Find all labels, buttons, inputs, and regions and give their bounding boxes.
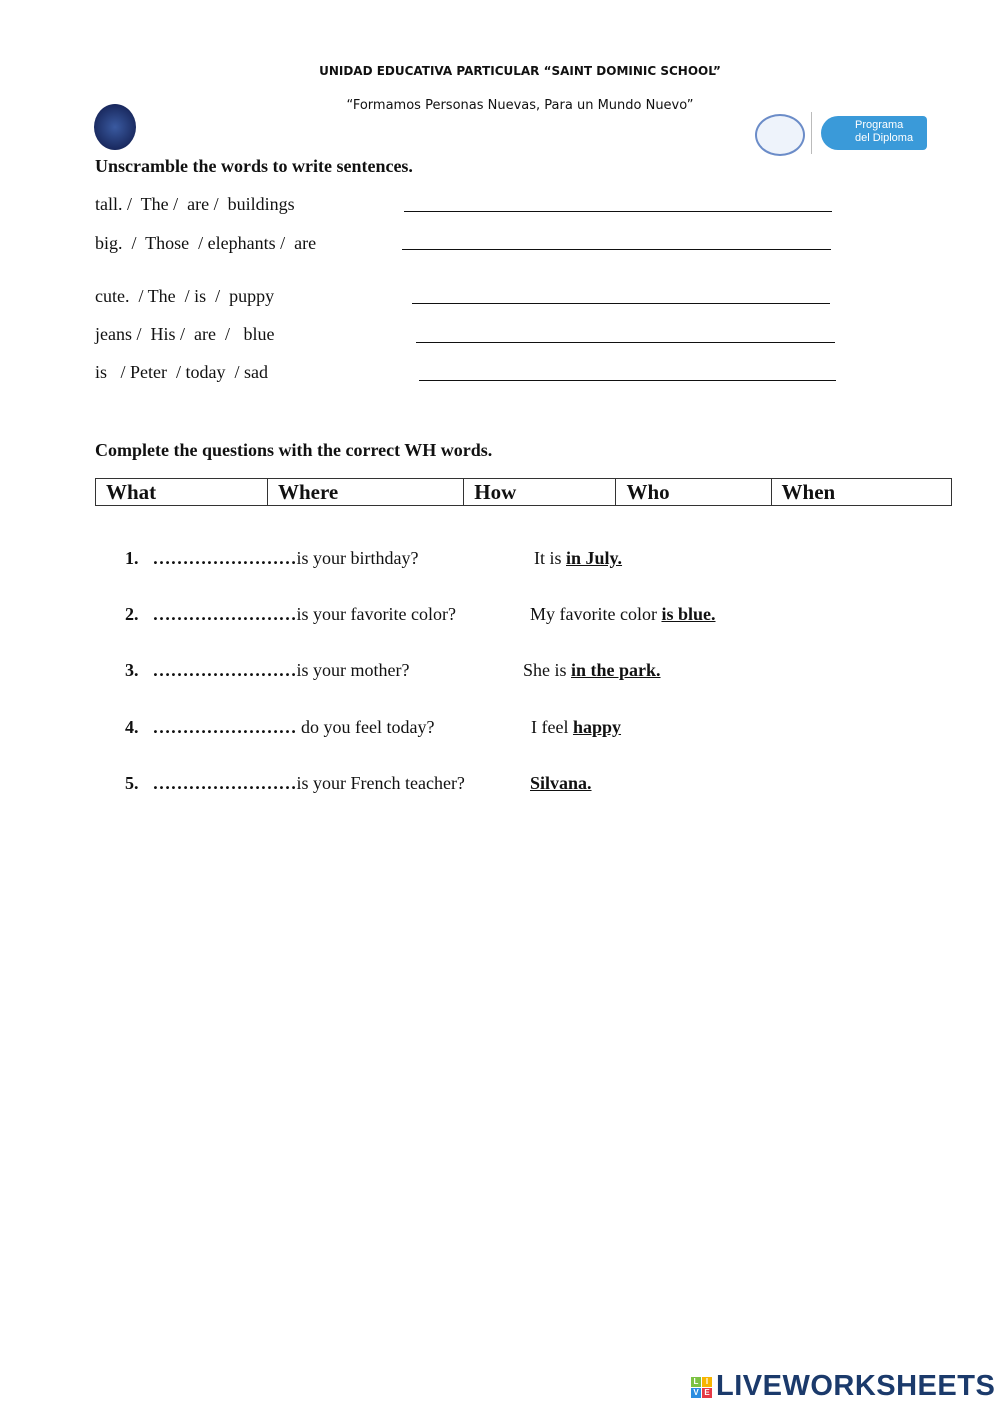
question-text: do you feel today?: [296, 717, 435, 737]
school-name: UNIDAD EDUCATIVA PARTICULAR “SAINT DOMINIC SCHOOL”: [319, 64, 721, 78]
question-text: is your mother?: [296, 660, 410, 680]
question-number: 2.: [125, 604, 139, 624]
question-number: 5.: [125, 773, 139, 793]
section1-title: Unscramble the words to write sentences.: [95, 156, 413, 176]
answer: [530, 604, 716, 625]
ib-line2: del Diploma: [855, 132, 914, 144]
question-text: is your birthday?: [296, 548, 419, 568]
wh-word: Who: [616, 479, 771, 506]
answer-highlight: is blue.: [661, 604, 716, 624]
scramble-item: tall. / The / are / buildings: [95, 194, 295, 214]
answer: [531, 717, 621, 738]
question-text: is your favorite color?: [296, 604, 456, 624]
answer-line[interactable]: [412, 303, 830, 304]
answer-highlight: Silvana.: [530, 773, 592, 793]
answer-highlight: in July.: [566, 548, 623, 568]
answer-line[interactable]: [404, 211, 832, 212]
blank-input[interactable]: ……………………: [152, 548, 297, 568]
answer: [523, 660, 661, 681]
school-motto: “Formamos Personas Nuevas, Para un Mundo Nuevo”: [346, 98, 694, 113]
blank-input[interactable]: ……………………: [152, 660, 297, 680]
school-logo: [94, 104, 136, 150]
blank-input[interactable]: ……………………: [152, 604, 297, 624]
liveworksheets-logo: LIVEWORKSHEETS: [716, 1370, 996, 1402]
ib-diploma-logo: [821, 116, 927, 150]
question-text: is your French teacher?: [296, 773, 465, 793]
question-row: [125, 548, 418, 569]
answer-highlight: happy: [572, 717, 622, 737]
answer-highlight: in the park.: [571, 660, 661, 680]
answer: [534, 548, 622, 569]
answer-line[interactable]: [402, 249, 831, 250]
answer-prefix: It is: [534, 548, 567, 568]
question-row: [125, 660, 409, 681]
answer-line[interactable]: [419, 380, 836, 381]
question-number: 4.: [125, 717, 139, 737]
scramble-item: cute. / The / is / puppy: [95, 286, 275, 306]
wh-word-bank: [95, 478, 952, 506]
blank-input[interactable]: ……………………: [152, 773, 297, 793]
question-row: [125, 604, 456, 625]
wh-word: When: [771, 479, 951, 506]
answer-line[interactable]: [416, 342, 835, 343]
wh-word: What: [96, 479, 268, 506]
blank-input[interactable]: ……………………: [152, 717, 297, 737]
scramble-item: jeans / His / are / blue: [95, 324, 275, 344]
ib-line1: Programa: [855, 119, 904, 131]
answer-prefix: My favorite color: [530, 604, 662, 624]
answer-prefix: I feel: [531, 717, 573, 737]
question-number: 3.: [125, 660, 139, 680]
answer-prefix: She is: [523, 660, 572, 680]
question-row: [125, 717, 434, 738]
scramble-item: big. / Those / elephants / are: [95, 233, 317, 253]
ib-world-logo: [755, 114, 805, 156]
live-badge-icon: L I V E: [691, 1377, 713, 1399]
scramble-item: is / Peter / today / sad: [95, 362, 268, 382]
answer: [530, 773, 592, 794]
wh-word: How: [464, 479, 616, 506]
logo-divider: [811, 112, 812, 154]
question-row: [125, 773, 465, 794]
wh-word: Where: [267, 479, 463, 506]
section2-title: Complete the questions with the correct WH words.: [95, 440, 493, 460]
question-number: 1.: [125, 548, 139, 568]
